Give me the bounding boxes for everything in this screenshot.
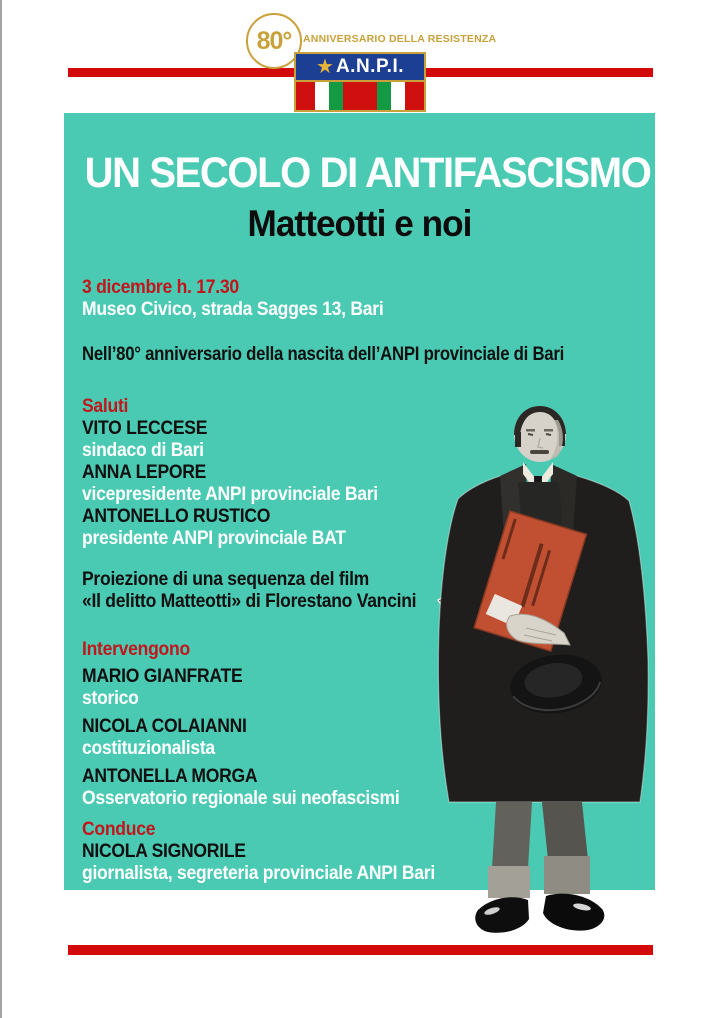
badge-caption: ANNIVERSARIO DELLA RESISTENZA — [303, 33, 497, 45]
anpi-wordmark-band — [294, 52, 426, 82]
speaker-name: VITO LECCESE — [82, 417, 208, 439]
speaker-role: costituzionalista — [82, 737, 215, 759]
speaker-name: ANTONELLO RUSTICO — [82, 505, 271, 527]
speaker-role: presidente ANPI provinciale BAT — [82, 527, 346, 549]
speaker-role: sindaco di Bari — [82, 439, 204, 461]
anpi-wordmark: A.N.P.I. — [335, 56, 404, 77]
event-occasion: Nell’80° anniversario della nascita dell’ANPI provinciale di Bari — [82, 343, 565, 365]
eyebrow — [526, 429, 535, 432]
screening-line-2: «Il delitto Matteotti» di Florestano Vancini — [82, 590, 417, 612]
ribbon-stripe — [405, 82, 424, 110]
scan-edge — [0, 0, 2, 1018]
speaker-role: storico — [82, 687, 139, 709]
ribbon-stripe — [377, 82, 391, 110]
ribbon-stripe — [343, 82, 376, 110]
section-heading-intervengono: Intervengono — [82, 638, 190, 660]
ribbon-stripe — [391, 82, 405, 110]
section-heading-conduce: Conduce — [82, 818, 156, 840]
ribbon-stripe — [315, 82, 329, 110]
bottom-red-rule — [68, 945, 653, 955]
speaker-role: giornalista, segreteria provinciale ANPI Bari — [82, 862, 435, 884]
speaker-name: MARIO GIANFRATE — [82, 665, 243, 687]
mustache — [530, 450, 549, 454]
poster-subtitle: Matteotti e noi — [247, 203, 472, 244]
speaker-role: Osservatorio regionale sui neofascismi — [82, 787, 400, 809]
shoe — [475, 897, 529, 933]
speaker-role: vicepresidente ANPI provinciale Bari — [82, 483, 378, 505]
trouser-leg — [492, 802, 532, 868]
poster-title: UN SECOLO DI ANTIFASCISMO — [84, 149, 651, 197]
trouser-cuff — [544, 856, 590, 894]
trouser-leg — [542, 802, 588, 860]
ribbon-stripe — [329, 82, 343, 110]
speaker-name: ANTONELLA MORGA — [82, 765, 258, 787]
star-icon: ★ — [316, 56, 334, 78]
badge-number: 80° — [256, 26, 292, 55]
speaker-name: ANNA LEPORE — [82, 461, 207, 483]
matteotti-photo — [430, 404, 666, 938]
eyebrow — [544, 429, 553, 432]
section-heading-saluti: Saluti — [82, 395, 129, 417]
ribbon-stripe — [296, 82, 315, 110]
screening-line-1: Proiezione di una sequenza del film — [82, 568, 370, 590]
shoe — [543, 894, 604, 931]
sideburn — [515, 432, 521, 447]
trouser-cuff — [488, 866, 530, 898]
event-venue: Museo Civico, strada Sagges 13, Bari — [82, 298, 384, 320]
speaker-name: NICOLA SIGNORILE — [82, 840, 246, 862]
tricolor-ribbon — [294, 80, 426, 112]
speaker-name: NICOLA COLAIANNI — [82, 715, 247, 737]
event-datetime: 3 dicembre h. 17.30 — [82, 276, 239, 298]
